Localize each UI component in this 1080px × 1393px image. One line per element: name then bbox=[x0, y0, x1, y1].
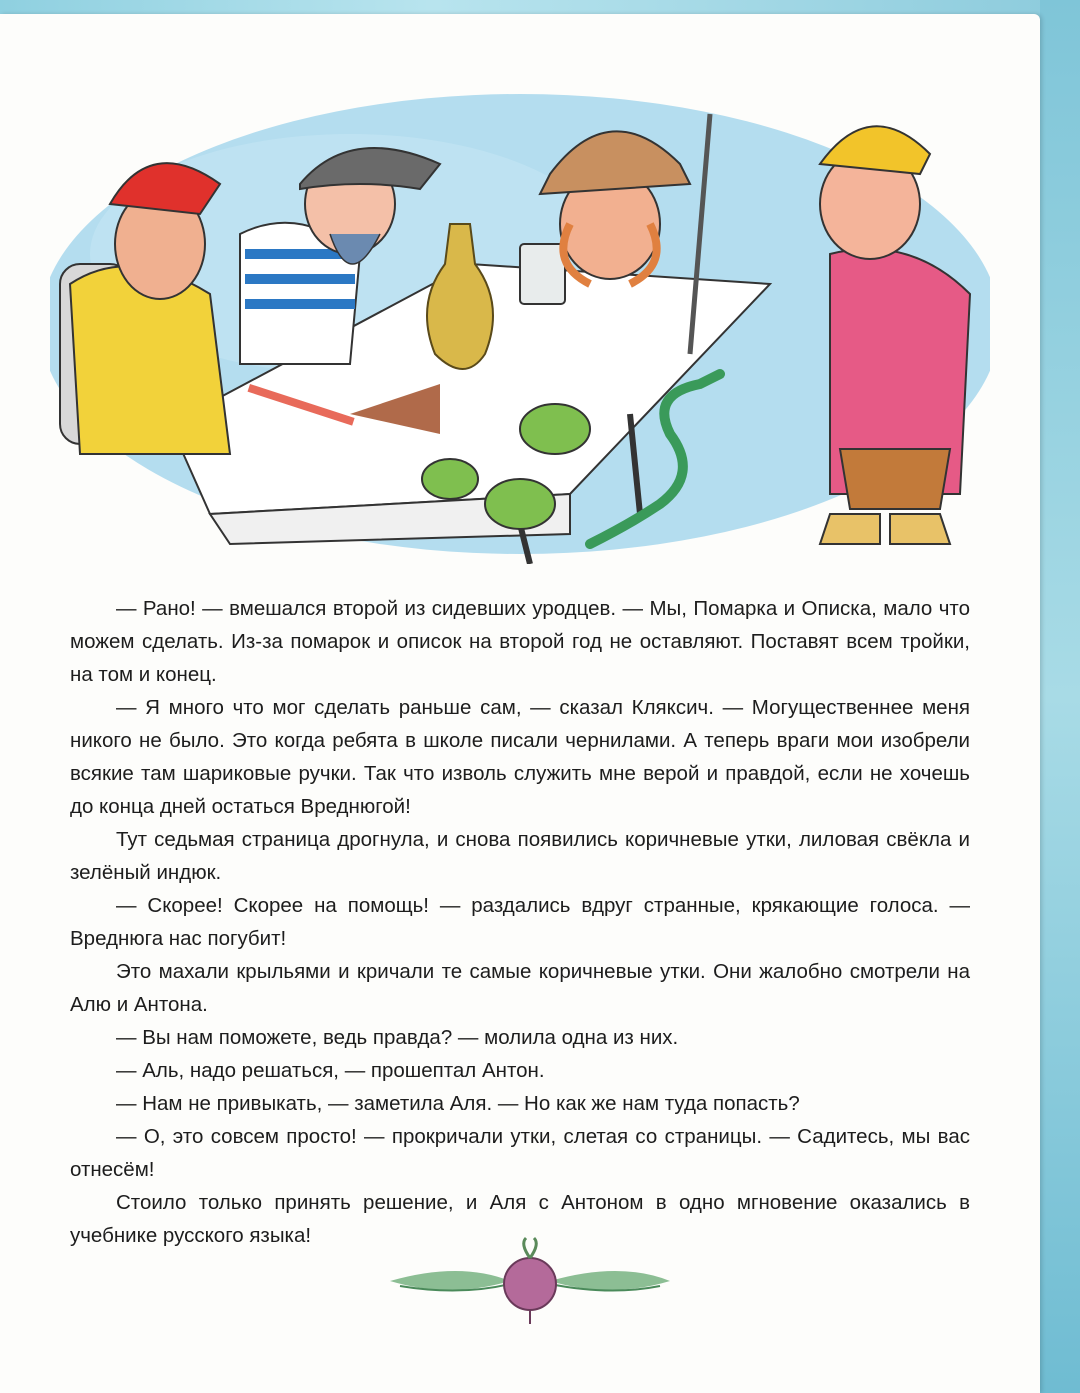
paragraph: Тут седьмая страница дрогнула, и снова появились коричневые утки, лиловая свёкла и зелёный индюк. bbox=[70, 828, 970, 884]
paragraph: — Я много что мог сделать раньше сам, — сказал Кляксич. — Могущественнее меня никого не было. Это когда ребята в школе писали чернилами. А теперь враги мои изобрели всякие там шариковые ручки. Так что изволь служить мне верой и правдой, если не хочешь до конца дней остаться Вреднюгой! bbox=[70, 696, 970, 818]
book-page bbox=[0, 14, 1040, 1393]
paragraph: Это махали крыльями и кричали те самые коричневые утки. Они жалобно смотрели на Алю и Антона. bbox=[70, 960, 970, 1016]
story-text bbox=[70, 592, 970, 1252]
beet-ornament-icon bbox=[380, 1236, 680, 1326]
paragraph: — Скорее! Скорее на помощь! — раздались вдруг странные, крякающие голоса. — Вреднюга нас погубит! bbox=[70, 894, 970, 950]
paragraph: — О, это совсем просто! — прокричали утки, слетая со страницы. — Садитесь, мы вас отнесём! bbox=[70, 1125, 970, 1181]
paragraph: — Аль, надо решаться, — прошептал Антон. bbox=[116, 1059, 545, 1082]
paragraph: Стоило только принять решение, и Аля с Антоном в одно мгновение оказались в учебнике русского языка! bbox=[70, 1191, 970, 1247]
paragraph: — Нам не привыкать, — заметила Аля. — Но как же нам туда попасть? bbox=[116, 1092, 800, 1115]
tea-party-illustration-icon bbox=[50, 94, 990, 564]
paragraph: — Рано! — вмешался второй из сидевших уродцев. — Мы, Помарка и Описка, мало что можем сделать. Из-за помарок и описок на второй год не оставляют. Поставят всем тройки, на том и конец. bbox=[70, 597, 970, 686]
background-right bbox=[1040, 0, 1080, 1393]
paragraph: — Вы нам поможете, ведь правда? — молила одна из них. bbox=[116, 1026, 679, 1049]
